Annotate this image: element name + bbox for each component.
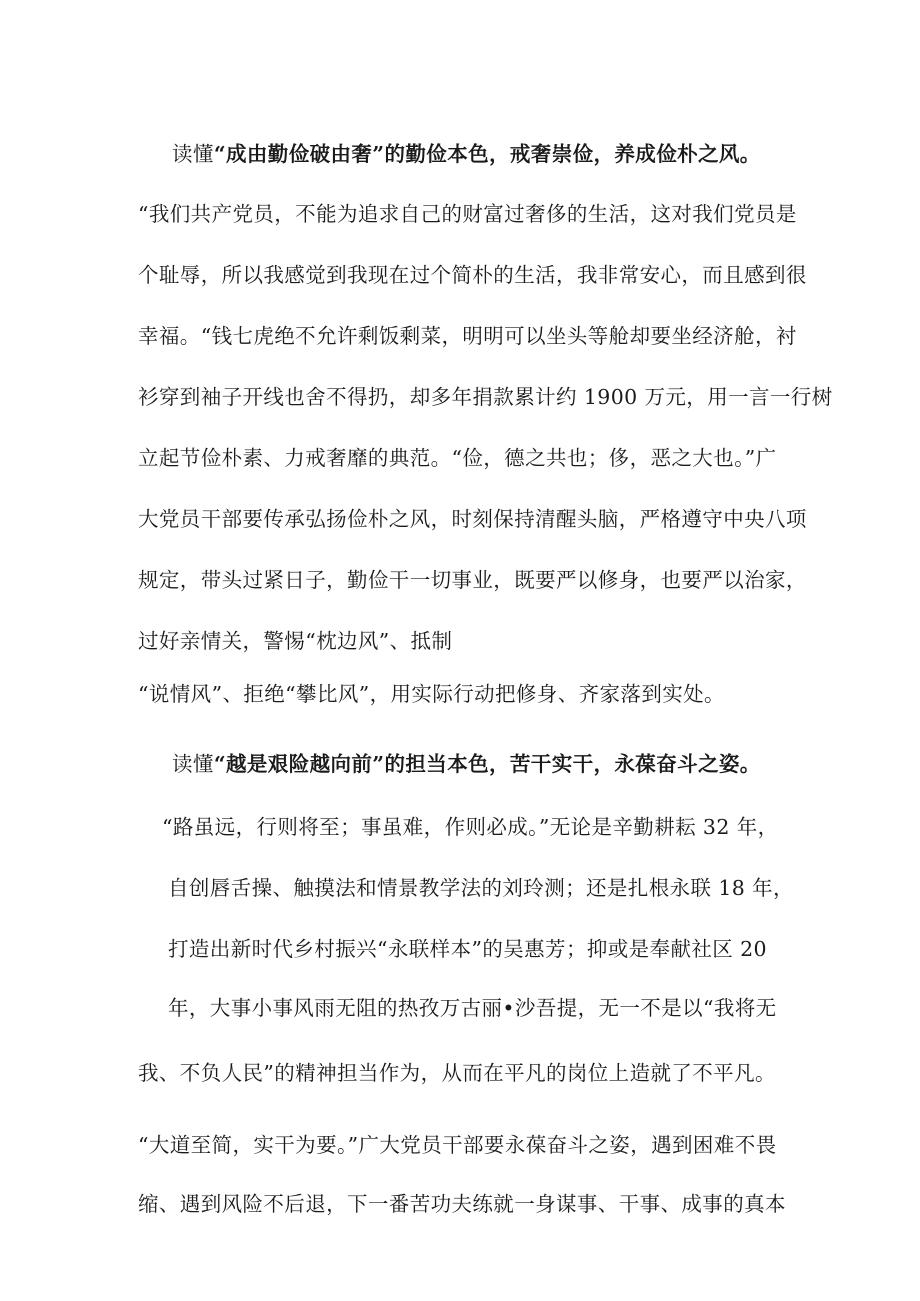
paragraph-line: 过好亲情关，警惕“枕边风”、抵制 (138, 629, 453, 653)
paragraph-line: 个耻辱，所以我感觉到我现在过个简朴的生活，我非常安心，而且感到很 (138, 263, 807, 287)
paragraph-line: “路虽远，行则将至；事虽难，作则必成。”无论是辛勤耕耘 32 年， (162, 815, 779, 839)
paragraph-line: 立起节俭朴素、力戒奢靡的典范。“俭，德之共也；侈，恶之大也。”广 (138, 446, 777, 470)
heading-prefix: 读懂 (172, 752, 214, 776)
heading-text: “成由勤俭破由奢”的勤俭本色，戒奢崇俭，养成俭朴之风。 (213, 142, 761, 166)
section-heading-responsibility (172, 751, 761, 777)
paragraph-line: 年，大事小事风雨无阻的热孜万古丽•沙吾提，无一不是以“我将无 (168, 996, 777, 1020)
paragraph-line: 打造出新时代乡村振兴“永联样本”的吴惠芳；抑或是奉献社区 20 (168, 937, 767, 961)
paragraph-line: 自创唇舌操、触摸法和情景教学法的刘玲测；还是扎根永联 18 年， (168, 876, 794, 900)
paragraph-line: “我们共产党员，不能为追求自己的财富过奢侈的生活，这对我们党员是 (138, 202, 797, 226)
paragraph-line: “说情风”、拒绝“攀比风”，用实际行动把修身、齐家落到实处。 (138, 682, 725, 706)
paragraph-line: 缩、遇到风险不后退，下一番苦功夫练就一身谋事、干事、成事的真本 (138, 1192, 786, 1216)
paragraph-line: 我、不负人民”的精神担当作为，从而在平凡的岗位上造就了不平凡。 (138, 1061, 776, 1085)
section-heading-frugality (172, 141, 761, 167)
heading-prefix: 读懂 (172, 142, 214, 166)
paragraph-line: 大党员干部要传承弘扬俭朴之风，时刻保持清醒头脑，严格遵守中央八项 (138, 507, 807, 531)
paragraph-line: 幸福。“钱七虎绝不允许剩饭剩菜，明明可以坐头等舱却要坐经济舱，衬 (138, 324, 797, 348)
heading-text: “越是艰险越向前”的担当本色，苦干实干，永葆奋斗之姿。 (213, 752, 761, 776)
paragraph-line: 衫穿到袖子开线也舍不得扔，却多年捐款累计约 1900 万元，用一言一行树 (138, 385, 833, 409)
paragraph-line: 规定，带头过紧日子，勤俭干一切事业，既要严以修身，也要严以治家， (138, 568, 807, 592)
paragraph-line: “大道至简，实干为要。”广大党员干部要永葆奋斗之姿，遇到困难不畏 (138, 1133, 777, 1157)
